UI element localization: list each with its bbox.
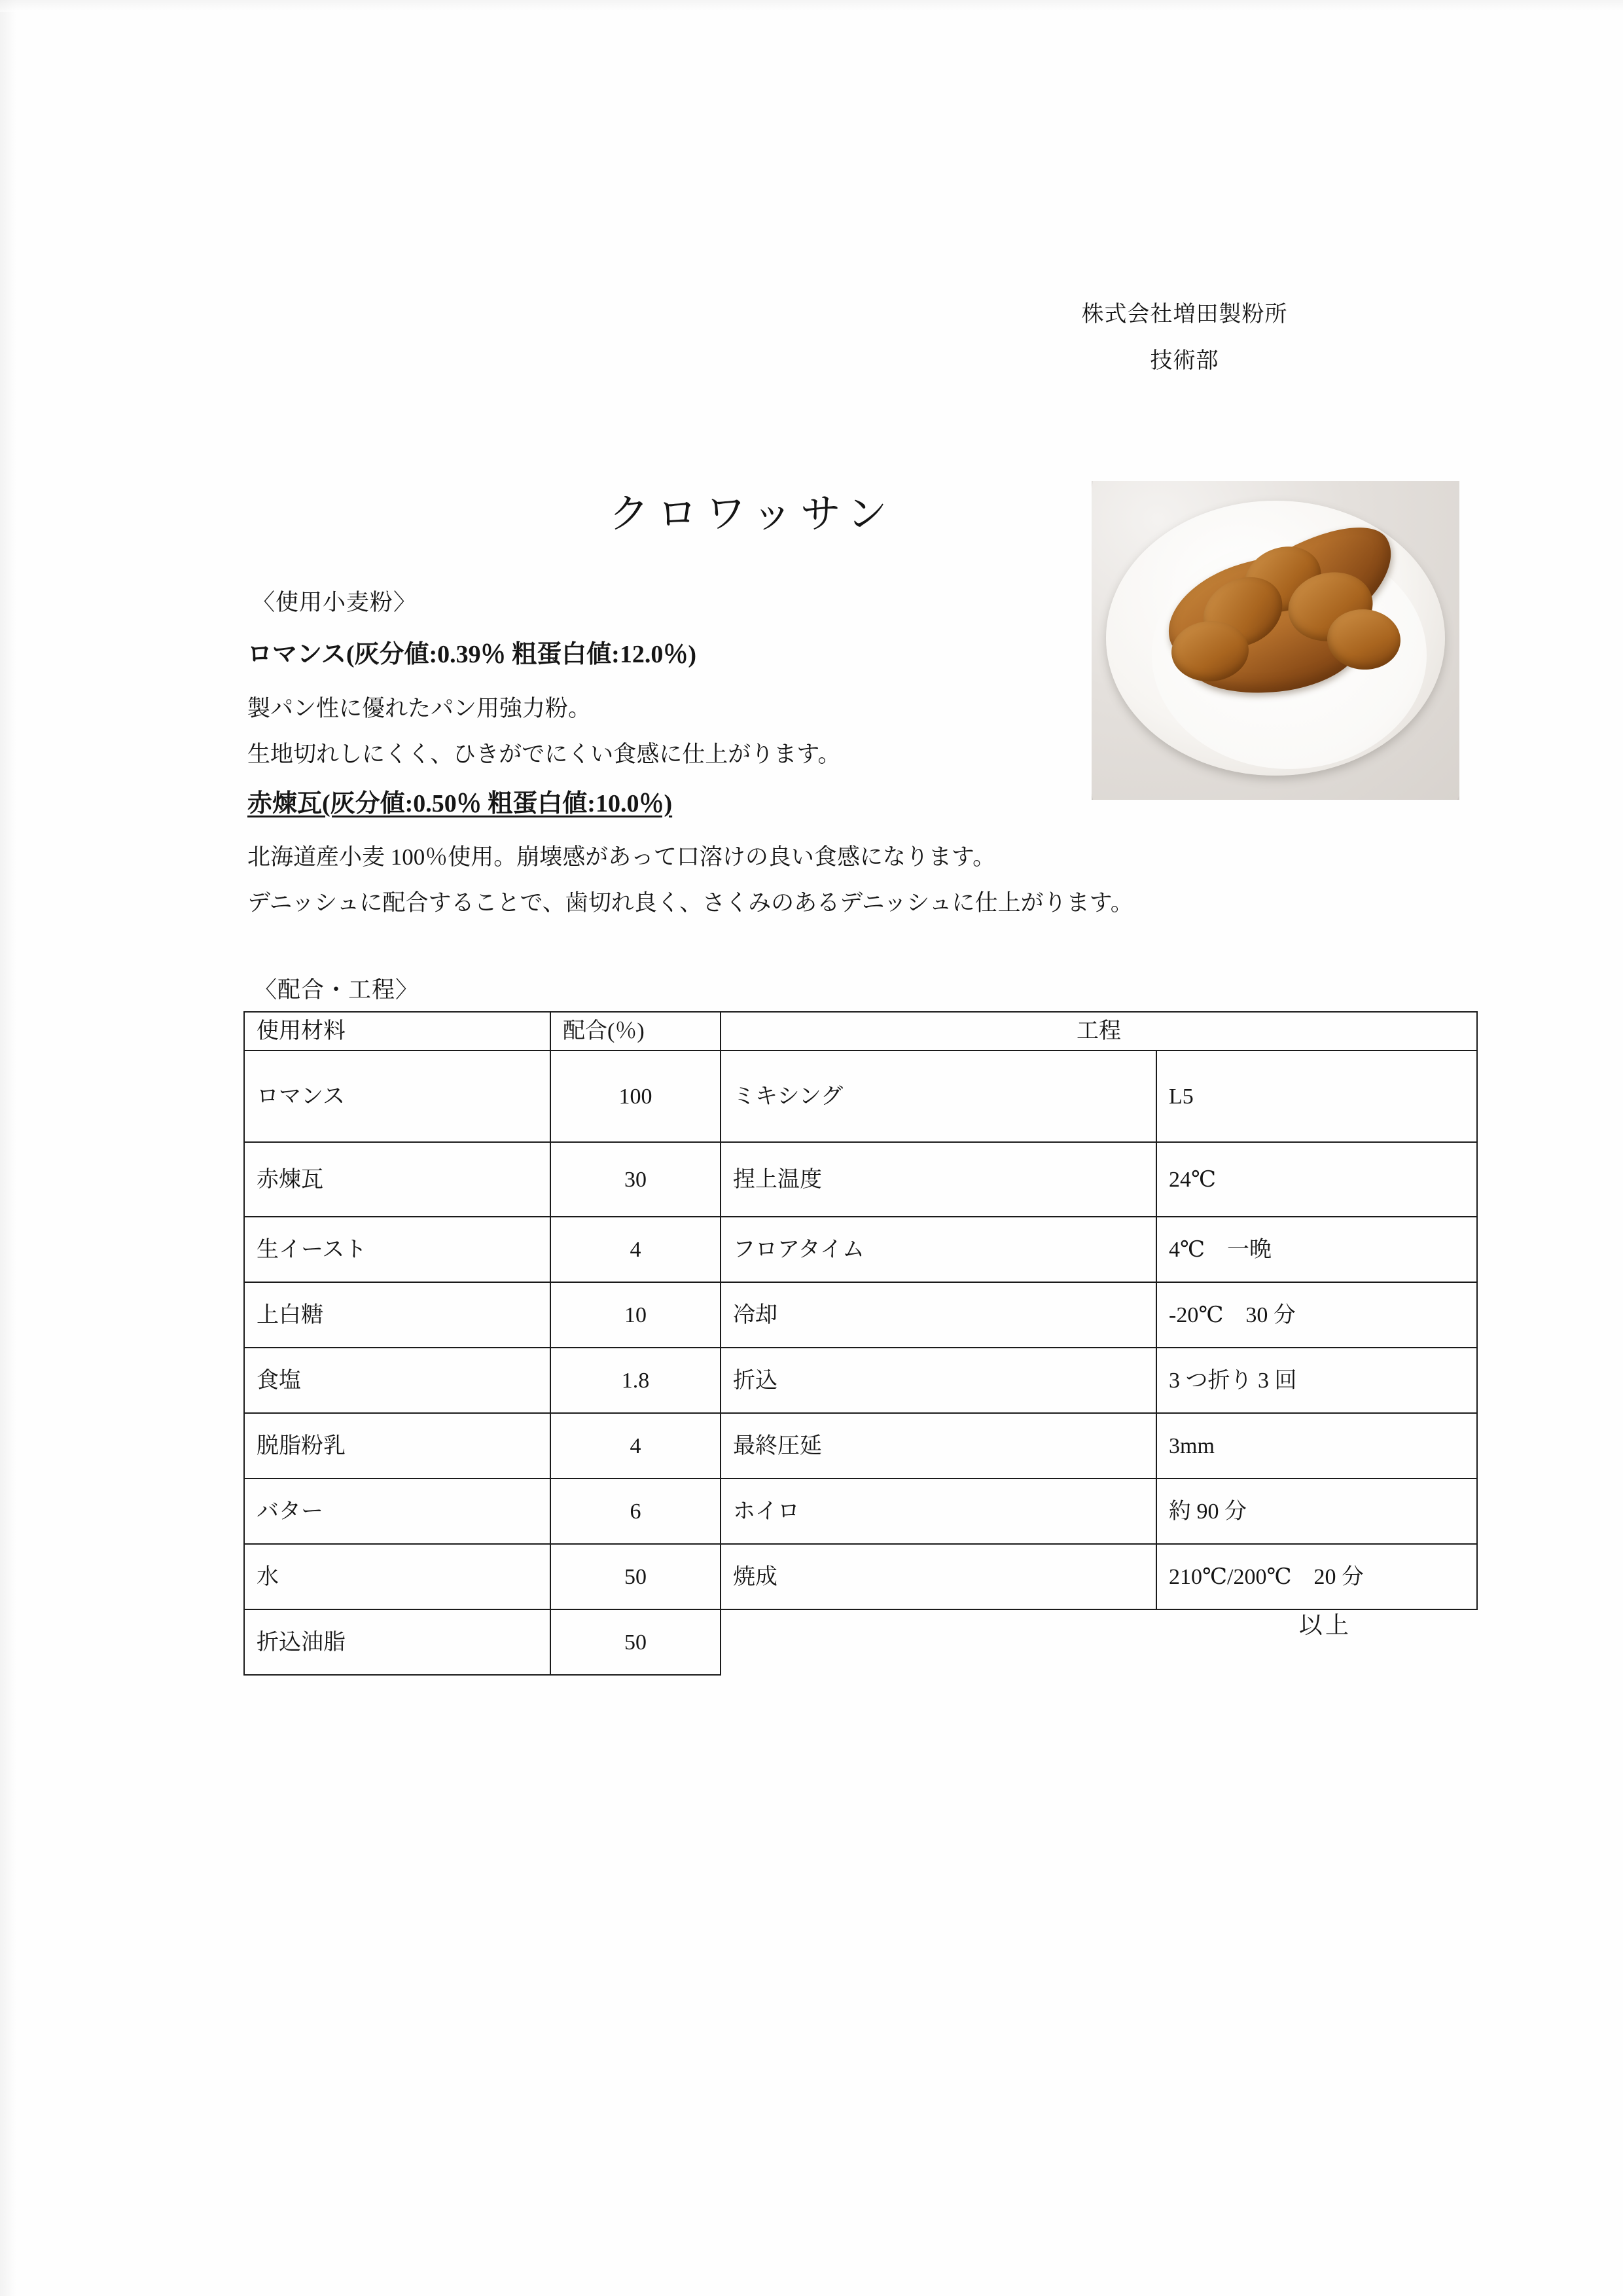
cell-value: 210℃/200℃ 20 分: [1156, 1544, 1477, 1609]
department-name: 技術部: [1150, 349, 1219, 373]
cell-value: 4℃ 一晩: [1156, 1217, 1477, 1282]
cell-material: 生イースト: [244, 1217, 550, 1282]
table-row: [244, 1609, 1477, 1675]
cell-value: -20℃ 30 分: [1156, 1282, 1477, 1348]
croissant-photo: [1092, 481, 1459, 800]
cell-material: 食塩: [244, 1348, 550, 1413]
flour-romance-desc-line-2: 生地切れしにくく、ひきがでにくい食感に仕上がります。: [247, 742, 841, 767]
cell-step: 焼成: [721, 1544, 1156, 1609]
cell-material: バター: [244, 1479, 550, 1544]
cell-material: 赤煉瓦: [244, 1142, 550, 1217]
cell-ratio: 50: [550, 1609, 721, 1675]
cell-ratio: 30: [550, 1142, 721, 1217]
table-row: [244, 1217, 1477, 1282]
header-ratio: 配合(％): [550, 1012, 721, 1050]
cell-step: フロアタイム: [721, 1217, 1156, 1282]
cell-value: 約 90 分: [1156, 1479, 1477, 1544]
scan-edge-top: [0, 0, 1623, 12]
table-row: [244, 1348, 1477, 1413]
table-row: [244, 1544, 1477, 1609]
recipe-section-label: 〈配合・工程〉: [254, 977, 419, 1003]
cell-value: 3 つ折り 3 回: [1156, 1348, 1477, 1413]
cell-step-empty: [721, 1609, 1156, 1675]
table-row: [244, 1142, 1477, 1217]
cell-step: ミキシング: [721, 1050, 1156, 1142]
cell-step: 冷却: [721, 1282, 1156, 1348]
flour-akarenga-desc-line-2: デニッシュに配合することで、歯切れ良く、さくみのあるデニッシュに仕上がります。: [247, 890, 1133, 916]
table-row: [244, 1050, 1477, 1142]
flour-section-label: 〈使用小麦粉〉: [252, 590, 418, 615]
cell-value: 24℃: [1156, 1142, 1477, 1217]
flour-akarenga-desc-line-1: 北海道産小麦 100％使用。崩壊感があって口溶けの良い食感になります。: [247, 844, 996, 870]
flour-romance-desc-line-1: 製パン性に優れたパン用強力粉。: [247, 696, 592, 721]
cell-ratio: 50: [550, 1544, 721, 1609]
table-header-row: [244, 1012, 1477, 1050]
cell-ratio: 6: [550, 1479, 721, 1544]
cell-ratio: 4: [550, 1413, 721, 1479]
header-process: 工程: [721, 1012, 1477, 1050]
cell-ratio: 1.8: [550, 1348, 721, 1413]
cell-material: 折込油脂: [244, 1609, 550, 1675]
cell-value: L5: [1156, 1050, 1477, 1142]
flour-akarenga-name: 赤煉瓦(灰分値:0.50％ 粗蛋白値:10.0％): [247, 790, 673, 817]
cell-step: 最終圧延: [721, 1413, 1156, 1479]
cell-material: 水: [244, 1544, 550, 1609]
closing-note: 以上: [1299, 1612, 1352, 1638]
header-material: 使用材料: [244, 1012, 550, 1050]
cell-value: 3mm: [1156, 1413, 1477, 1479]
cell-material: 上白糖: [244, 1282, 550, 1348]
cell-material: ロマンス: [244, 1050, 550, 1142]
page-title: クロワッサン: [609, 492, 895, 537]
flour-romance-name: ロマンス(灰分値:0.39％ 粗蛋白値:12.0％): [247, 641, 696, 668]
table-row: [244, 1413, 1477, 1479]
cell-step: 捏上温度: [721, 1142, 1156, 1217]
scan-edge-left: [0, 0, 17, 2296]
recipe-table: [243, 1011, 1478, 1676]
cell-ratio: 4: [550, 1217, 721, 1282]
company-name: 株式会社増田製粉所: [1081, 302, 1288, 327]
table-row: [244, 1282, 1477, 1348]
cell-ratio: 10: [550, 1282, 721, 1348]
cell-ratio: 100: [550, 1050, 721, 1142]
cell-material: 脱脂粉乳: [244, 1413, 550, 1479]
cell-step: 折込: [721, 1348, 1156, 1413]
cell-step: ホイロ: [721, 1479, 1156, 1544]
table-row: [244, 1479, 1477, 1544]
